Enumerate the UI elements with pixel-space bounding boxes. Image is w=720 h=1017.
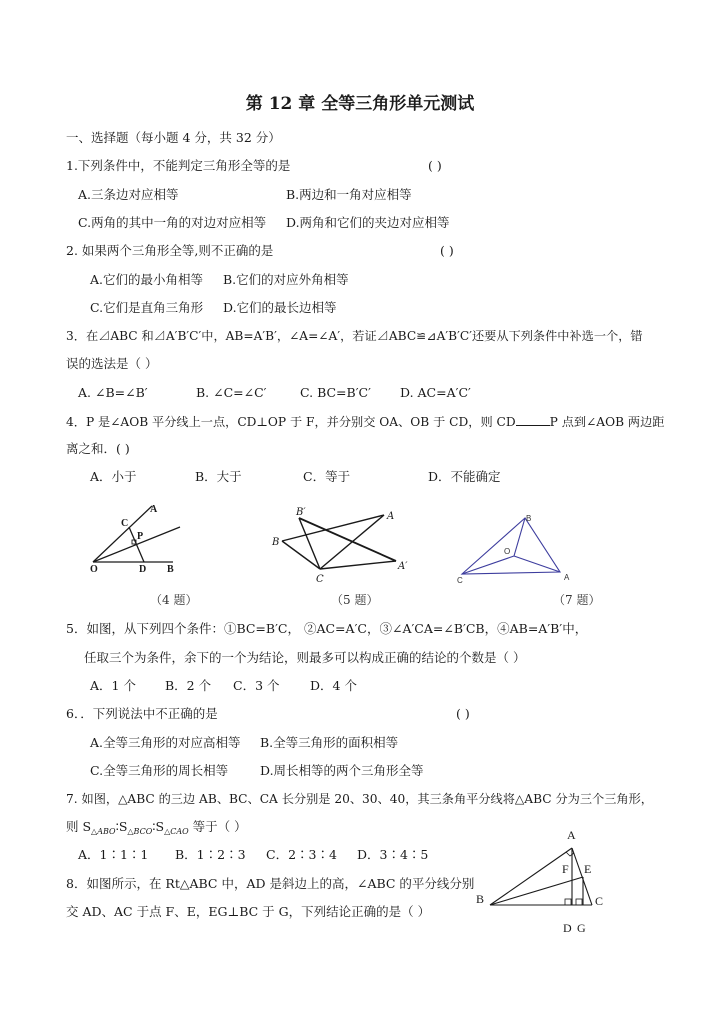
q5-option-a: A．1 个 — [90, 678, 136, 693]
q4-stem-line2: 离之和．( ) — [66, 441, 130, 456]
q4-option-c: C．等于 — [303, 469, 351, 484]
fig8-label-c: C — [595, 894, 604, 908]
fig5-label-a-prime: A′ — [398, 561, 408, 572]
figure-4-caption: （4 题） — [150, 593, 198, 607]
q7-ratio-sep-2: ∶S — [152, 819, 165, 834]
q1-option-a: A.三条边对应相等 — [78, 187, 179, 202]
fig4-label-p: P — [137, 531, 144, 542]
fig8-label-a: A — [567, 828, 576, 842]
fig4-label-a: A — [150, 504, 158, 515]
figure-4-angle-bisector — [93, 506, 180, 562]
fig8-label-e: E — [584, 862, 592, 876]
q2-option-d: D.它们的最长边相等 — [223, 300, 337, 315]
q2-stem: 2. 如果两个三角形全等,则不正确的是 — [66, 243, 274, 258]
q1-option-b: B.两边和一角对应相等 — [286, 187, 412, 202]
q6-option-b: B.全等三角形的面积相等 — [260, 735, 399, 750]
fig5-label-c: C — [316, 574, 324, 585]
section-heading: 一、选择题（每小题 4 分，共 32 分） — [66, 130, 281, 145]
q5-option-b: B．2 个 — [165, 678, 212, 693]
q7-option-b: B．1∶2∶3 — [175, 847, 246, 862]
q5-stem-line1: 5．如图，从下列四个条件：①BC=B′C， ②AC=A′C，③∠A′CA=∠B′CB，④AB=A′B′中， — [66, 621, 588, 636]
q7-sub-abo: △ABO — [91, 827, 116, 836]
q4-stem-line1 — [66, 413, 664, 430]
figure-5-caption: （5 题） — [331, 593, 379, 607]
fig7-label-o: O — [504, 547, 511, 556]
fig7-label-c: C — [457, 576, 463, 585]
q1-stem: 1.下列条件中，不能判定三角形全等的是 — [66, 158, 291, 173]
q4-option-a: A．小于 — [90, 469, 137, 484]
q1-option-c: C.两角的其中一角的对边对应相等 — [78, 215, 267, 230]
q3-option-b: B. ∠C=∠C′ — [196, 385, 267, 400]
fig5-label-a: A — [387, 511, 395, 522]
q7-option-c: C．2∶3∶4 — [266, 847, 337, 862]
figure-7-caption: （7 题） — [553, 593, 601, 607]
q3-option-c: C. BC=B′C′ — [300, 385, 371, 400]
fig8-label-d: D — [563, 921, 572, 935]
fig8-label-b: B — [476, 892, 485, 906]
q4-option-b: B．大于 — [195, 469, 242, 484]
q1-answer-paren: ( ) — [428, 158, 442, 173]
q2-option-b: B.它们的对应外角相等 — [223, 272, 349, 287]
page-title: 第 12 章 全等三角形单元测试 — [245, 94, 475, 114]
q6-stem: 6．．下列说法中不正确的是 — [66, 706, 218, 721]
q6-option-a: A.全等三角形的对应高相等 — [90, 735, 241, 750]
fig8-label-g: G — [577, 921, 586, 935]
q3-stem-line1: 3．在⊿ABC 和⊿A′B′C′中，AB=A′B′，∠A=∠A′，若证⊿ABC≌⊿A′B′C′还要从下列条件中补选一个，错 — [66, 329, 643, 343]
fig4-label-b: B — [167, 564, 174, 575]
q7-stem-line1: 7. 如图，△ABC 的三边 AB、BC、CA 长分别是 20、30、40，其三条角平分线将△ABC 分为三个三角形， — [66, 792, 653, 806]
fig4-label-c: C — [121, 518, 129, 529]
fig8-label-f: F — [562, 862, 569, 876]
q6-option-c: C.全等三角形的周长相等 — [90, 763, 229, 778]
fig4-label-d: D — [139, 564, 147, 575]
q7-sub-bco: △BCO — [127, 827, 153, 836]
q4-option-d: D．不能确定 — [428, 469, 501, 484]
q2-option-a: A.它们的最小角相等 — [90, 272, 204, 287]
q5-option-c: C．3 个 — [233, 678, 280, 693]
q6-answer-paren: ( ) — [456, 706, 470, 721]
q6-option-d: D.周长相等的两个三角形全等 — [260, 763, 424, 778]
fig5-label-b: B — [272, 537, 280, 548]
figure-7-incenter-triangle — [462, 518, 560, 574]
fig5-label-b-prime: B′ — [296, 507, 306, 518]
q8-stem-line1: 8．如图所示，在 Rt△ABC 中，AD 是斜边上的高，∠ABC 的平分线分别 — [66, 876, 475, 891]
q2-answer-paren: ( ) — [440, 243, 454, 258]
fig7-label-b: B — [526, 514, 532, 523]
q5-option-d: D．4 个 — [310, 678, 357, 693]
q7-ratio-sep-1: ∶S — [115, 819, 128, 834]
q3-option-a: A. ∠B=∠B′ — [78, 385, 148, 400]
q7-option-a: A．1∶1∶1 — [78, 847, 149, 862]
q7-area-suffix: 等于（ ） — [192, 819, 247, 834]
q4-stem-part1: 4．P 是∠AOB 平分线上一点，CD⊥OP 于 F，并分别交 OA、OB 于 CD，则 CD — [66, 415, 516, 429]
figure-5-rotated-triangles — [282, 515, 396, 569]
q4-stem-part2: P 点到∠AOB 两边距 — [549, 415, 665, 429]
q3-stem-line2: 误的选法是（ ） — [66, 356, 158, 371]
q3-option-d: D. AC=A′C′ — [400, 385, 471, 400]
fig4-label-o: O — [90, 564, 98, 575]
q7-area-prefix: 则 S — [66, 819, 92, 834]
q7-stem-line2 — [66, 819, 247, 840]
q2-option-c: C.它们是直角三角形 — [90, 300, 204, 315]
figure-8-right-triangle — [490, 848, 592, 905]
q8-stem-line2: 交 AD、AC 于点 F、E，EG⊥BC 于 G，下列结论正确的是（ ） — [66, 904, 431, 919]
fig7-label-a: A — [564, 573, 570, 582]
q7-sub-cao: △CAO — [164, 827, 189, 836]
q7-option-d: D．3∶4∶5 — [357, 847, 429, 862]
q1-option-d: D.两角和它们的夹边对应相等 — [286, 215, 450, 230]
q4-fill-blank[interactable] — [516, 413, 550, 426]
q5-stem-line2: 任取三个为条件，余下的一个为结论，则最多可以构成正确的结论的个数是（ ） — [84, 650, 526, 665]
